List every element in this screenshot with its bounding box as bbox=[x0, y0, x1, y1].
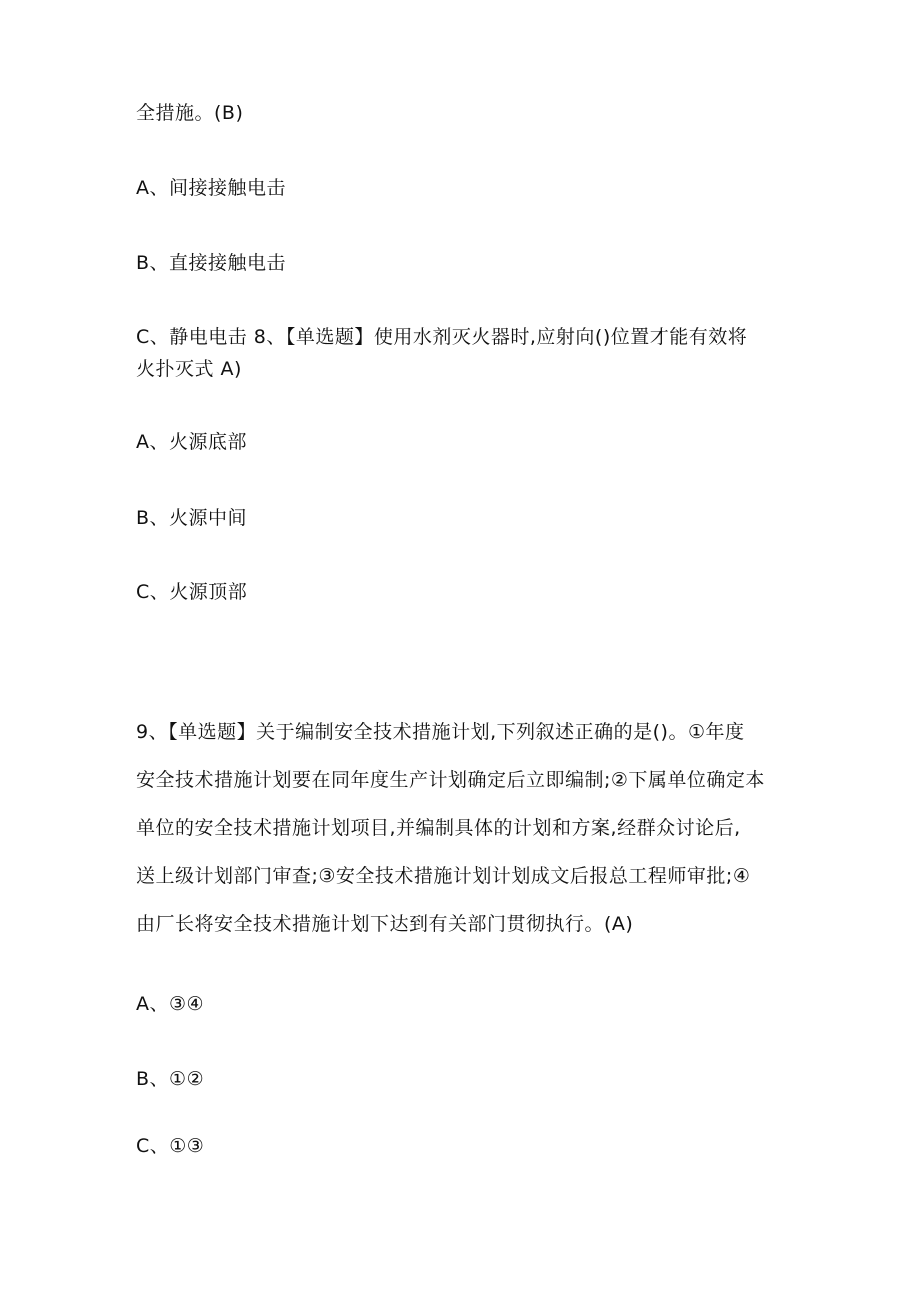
q9-option-b: B、①② bbox=[136, 1068, 205, 1090]
q7-option-b: B、直接接触电击 bbox=[136, 252, 287, 274]
q8-stem-tail: 火扑灭式 A) bbox=[136, 358, 242, 380]
q8-option-a: A、火源底部 bbox=[136, 431, 247, 453]
q9-option-c: C、①③ bbox=[136, 1135, 205, 1157]
q9-stem-line-5: 由厂长将安全技术措施计划下达到有关部门贯彻执行。(A) bbox=[136, 913, 634, 935]
q9-stem-line-1: 9、【单选题】关于编制安全技术措施计划,下列叙述正确的是()。①年度 bbox=[136, 721, 745, 743]
q7-option-c-q8-stem: C、静电电击 8、【单选题】使用水剂灭火器时,应射向()位置才能有效将 bbox=[136, 326, 748, 348]
q9-stem-line-2: 安全技术措施计划要在同年度生产计划确定后立即编制;②下属单位确定本 bbox=[136, 769, 765, 791]
q8-option-c: C、火源顶部 bbox=[136, 581, 248, 603]
q7-option-a: A、间接接触电击 bbox=[136, 177, 286, 199]
q8-option-b: B、火源中间 bbox=[136, 507, 248, 529]
q9-option-a: A、③④ bbox=[136, 993, 205, 1015]
q9-stem-line-3: 单位的安全技术措施计划项目,并编制具体的计划和方案,经群众讨论后, bbox=[136, 817, 741, 839]
q9-stem-line-4: 送上级计划部门审查;③安全技术措施计划计划成文后报总工程师审批;④ bbox=[136, 865, 751, 887]
q7-stem-tail: 全措施。(B) bbox=[136, 102, 244, 124]
